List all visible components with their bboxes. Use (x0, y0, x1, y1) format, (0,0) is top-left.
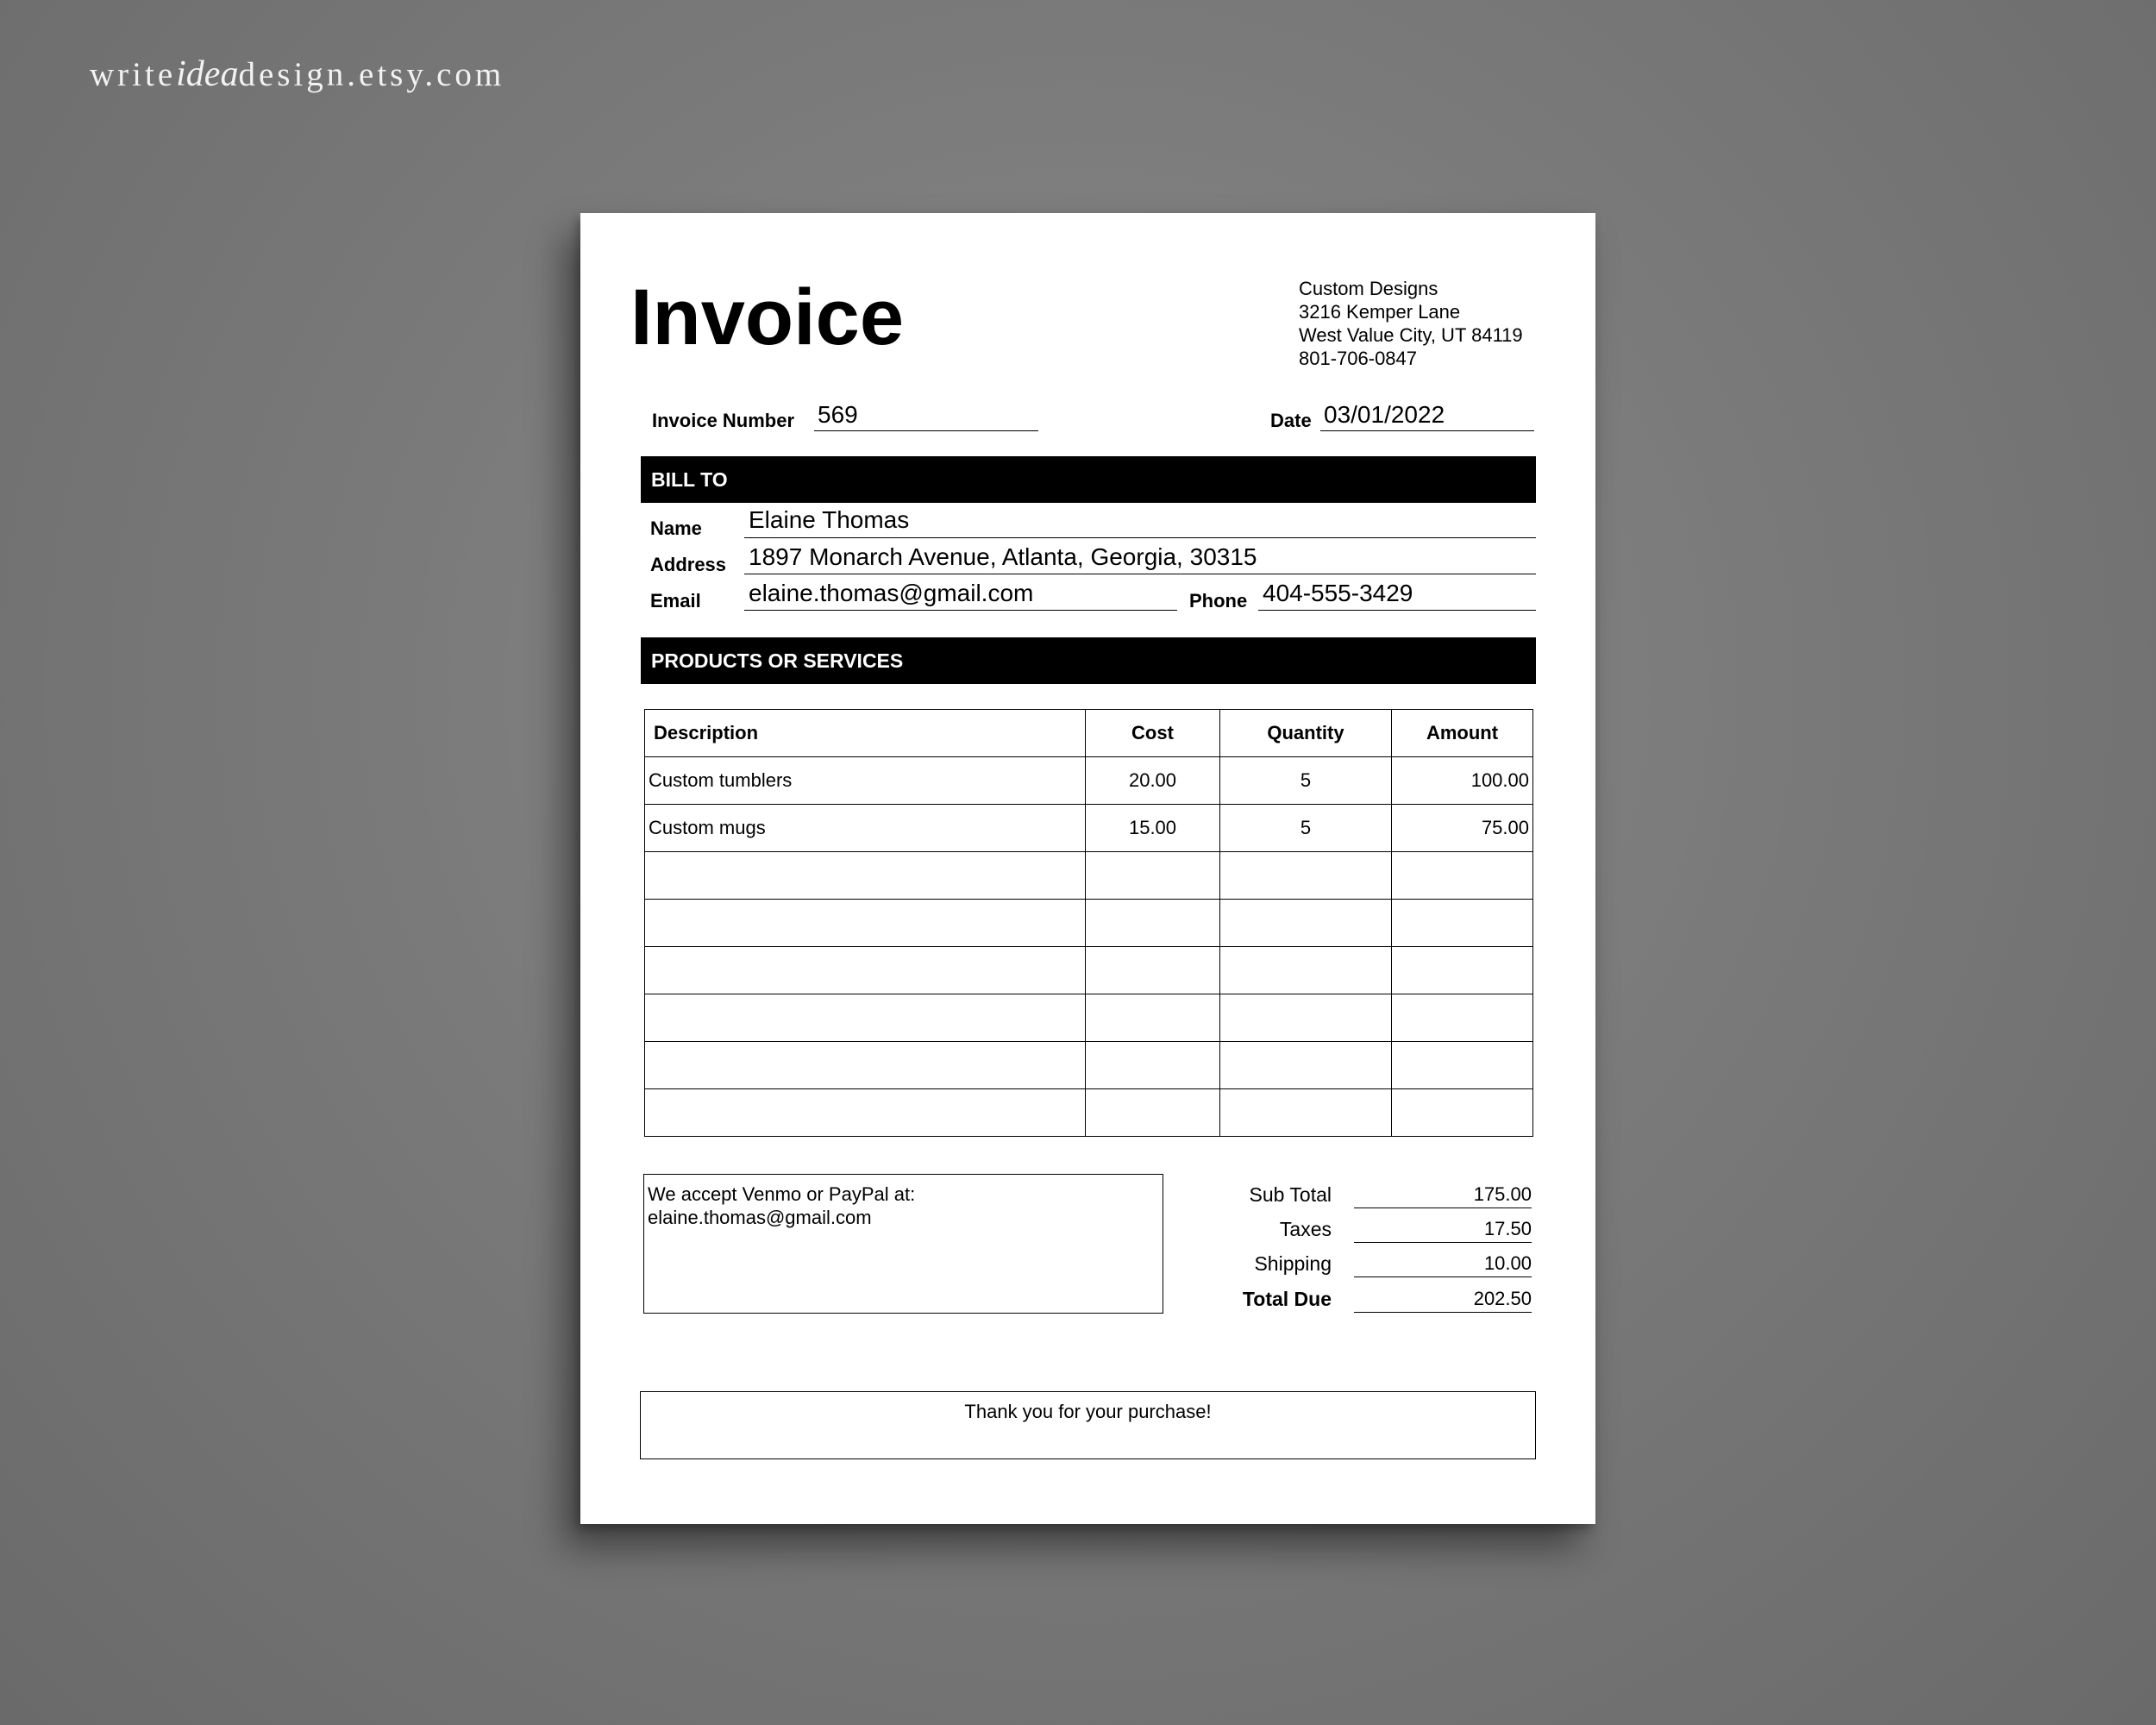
invoice-title: Invoice (630, 273, 905, 361)
cell-amount[interactable] (1392, 947, 1533, 994)
address-field[interactable] (744, 545, 1536, 574)
shipping-value[interactable]: 10.00 (1354, 1252, 1532, 1277)
company-info (1299, 277, 1523, 370)
cell-quantity[interactable] (1220, 947, 1392, 994)
watermark-suffix: design.etsy.com (238, 56, 505, 93)
subtotal-label: Sub Total (1249, 1183, 1332, 1206)
company-street: 3216 Kemper Lane (1299, 301, 1461, 323)
table-row (645, 757, 1533, 805)
cell-description[interactable]: Custom tumblers (645, 757, 1086, 805)
cell-description[interactable]: Custom mugs (645, 805, 1086, 852)
cell-cost[interactable] (1086, 994, 1220, 1042)
company-city: West Value City, UT 84119 (1299, 324, 1523, 346)
header-description: Description (645, 710, 1086, 757)
payment-note-line2: elaine.thomas@gmail.com (648, 1207, 872, 1228)
table-row (645, 805, 1533, 852)
invoice-page (580, 213, 1595, 1524)
cell-description[interactable] (645, 1089, 1086, 1137)
cell-amount[interactable] (1392, 900, 1533, 947)
taxes-label: Taxes (1279, 1218, 1332, 1240)
phone-value: 404-555-3429 (1263, 580, 1413, 606)
cell-cost[interactable] (1086, 1089, 1220, 1137)
header-amount: Amount (1392, 710, 1533, 757)
shipping-label: Shipping (1254, 1252, 1332, 1275)
date-field[interactable] (1320, 403, 1534, 431)
bill-to-heading: BILL TO (641, 456, 1536, 503)
table-row (645, 947, 1533, 994)
address-value: 1897 Monarch Avenue, Atlanta, Georgia, 30315 (749, 543, 1257, 570)
items-table (644, 709, 1533, 1137)
total-due-value[interactable]: 202.50 (1354, 1288, 1532, 1313)
products-heading: PRODUCTS OR SERVICES (641, 637, 1536, 684)
invoice-number-value: 569 (818, 401, 858, 428)
date-value: 03/01/2022 (1324, 401, 1445, 428)
cell-quantity[interactable] (1220, 1089, 1392, 1137)
taxes-value[interactable]: 17.50 (1354, 1218, 1532, 1243)
cell-amount[interactable] (1392, 1089, 1533, 1137)
cell-quantity[interactable] (1220, 1042, 1392, 1089)
address-label: Address (650, 554, 727, 575)
phone-label: Phone (1189, 590, 1248, 612)
table-row (645, 1042, 1533, 1089)
table-row (645, 900, 1533, 947)
email-field[interactable] (744, 581, 1177, 611)
table-header-row (645, 710, 1533, 757)
cell-quantity[interactable] (1220, 852, 1392, 900)
company-phone: 801-706-0847 (1299, 348, 1418, 369)
cell-cost[interactable] (1086, 852, 1220, 900)
cell-quantity[interactable] (1220, 994, 1392, 1042)
cell-description[interactable] (645, 1042, 1086, 1089)
cell-cost[interactable]: 20.00 (1086, 757, 1220, 805)
payment-note[interactable] (643, 1174, 1163, 1314)
total-due-label: Total Due (1242, 1288, 1332, 1310)
phone-field[interactable] (1258, 581, 1536, 611)
thank-you-text: Thank you for your purchase! (964, 1401, 1212, 1422)
table-row (645, 1089, 1533, 1137)
watermark-idea: idea (176, 54, 239, 94)
cell-description[interactable] (645, 852, 1086, 900)
header-cost: Cost (1086, 710, 1220, 757)
header-quantity: Quantity (1220, 710, 1392, 757)
email-value: elaine.thomas@gmail.com (749, 580, 1034, 606)
name-value: Elaine Thomas (749, 506, 910, 533)
subtotal-value[interactable]: 175.00 (1354, 1183, 1532, 1208)
table-row (645, 994, 1533, 1042)
cell-description[interactable] (645, 900, 1086, 947)
cell-cost[interactable] (1086, 947, 1220, 994)
table-row (645, 852, 1533, 900)
cell-cost[interactable] (1086, 900, 1220, 947)
email-label: Email (650, 590, 701, 612)
name-label: Name (650, 518, 702, 539)
cell-amount[interactable] (1392, 852, 1533, 900)
cell-description[interactable] (645, 994, 1086, 1042)
payment-note-line1: We accept Venmo or PayPal at: (648, 1183, 916, 1205)
cell-quantity[interactable]: 5 (1220, 805, 1392, 852)
company-name: Custom Designs (1299, 278, 1438, 299)
cell-amount[interactable] (1392, 994, 1533, 1042)
name-field[interactable] (744, 508, 1536, 538)
watermark-prefix: write (90, 56, 177, 93)
invoice-number-field[interactable] (814, 403, 1038, 431)
cell-cost[interactable]: 15.00 (1086, 805, 1220, 852)
watermark (90, 53, 505, 95)
cell-quantity[interactable]: 5 (1220, 757, 1392, 805)
cell-amount[interactable]: 75.00 (1392, 805, 1533, 852)
invoice-number-label: Invoice Number (652, 410, 795, 431)
cell-amount[interactable]: 100.00 (1392, 757, 1533, 805)
cell-description[interactable] (645, 947, 1086, 994)
cell-amount[interactable] (1392, 1042, 1533, 1089)
cell-cost[interactable] (1086, 1042, 1220, 1089)
date-label: Date (1270, 410, 1312, 431)
cell-quantity[interactable] (1220, 900, 1392, 947)
thank-you-box (640, 1391, 1536, 1459)
